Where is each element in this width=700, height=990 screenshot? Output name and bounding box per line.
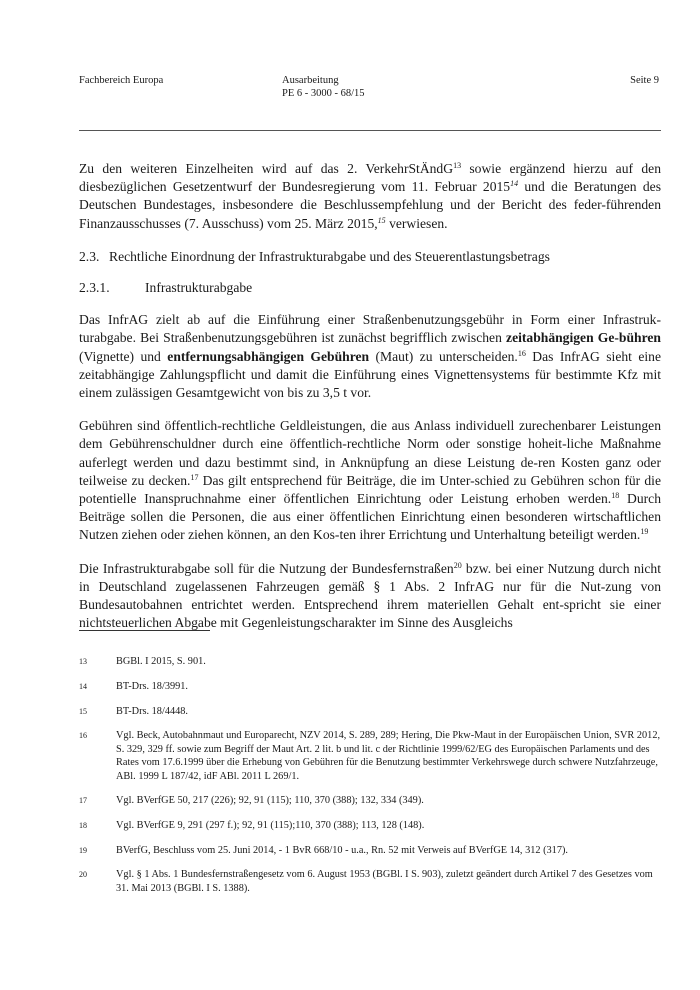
- footnote-17: [79, 794, 661, 808]
- header-doc-type: Ausarbeitung: [282, 75, 339, 86]
- footnote-number: 13: [79, 657, 87, 666]
- footnote-text: BVerfG, Beschluss vom 25. Juni 2014, - 1 BvR 668/10 - u.a., Rn. 52 mit Verweis auf BVerfGE 14, 312 (317).: [116, 845, 568, 856]
- text-run: Gebühren sind öffentlich-rechtliche Geldleistungen, die aus Anlass individuell zurechenbarer Leistungen dem Gebührenschuldner durch eine öffentlich-rechtliche Norm oder sonstige hoheit-liche Maßnahme auferlegt werden und dazu bestimmt sind, in Anknüpfung an diese Leistung de-ren Kosten ganz oder teilweise zu decken.: [79, 418, 661, 488]
- text-run: (Maut) zu unterscheiden.: [369, 348, 518, 364]
- section-number: 2.3.1.: [79, 280, 110, 296]
- text-run: und die Beratungen des Deutschen Bundestages, insbesondere die Beschlussempfehlung und der Bericht des feder-führenden Finanzausschusses (7. Ausschuss) vom 25. März 2015,: [79, 179, 661, 231]
- paragraph-intro: [79, 160, 661, 233]
- text-run: Die Infrastrukturabgabe soll für die Nutzung der Bundesfernstraßen: [79, 560, 454, 576]
- footnote-number: 18: [79, 821, 87, 830]
- footnote-number: 14: [79, 682, 87, 691]
- paragraph-gebuehren: [79, 417, 661, 544]
- main-content: [79, 160, 661, 632]
- footnote-16: [79, 729, 661, 783]
- bold-term: entfernungsabhängigen Gebühren: [167, 348, 370, 364]
- header-page-number: Seite 9: [630, 75, 659, 86]
- paragraph-infrastrukturabgabe: [79, 560, 661, 633]
- footnote-ref[interactable]: 13: [453, 161, 462, 170]
- footnote-text: Vgl. BVerfGE 50, 217 (226); 92, 91 (115); 110, 370 (388); 132, 334 (349).: [116, 795, 424, 806]
- text-run: (Vignette) und: [79, 348, 168, 364]
- footnote-ref[interactable]: 19: [640, 527, 649, 537]
- footnote-text: Vgl. BVerfGE 9, 291 (297 f.); 92, 91 (115);110, 370 (388); 113, 128 (148).: [116, 820, 425, 831]
- footnote-ref[interactable]: 14: [510, 179, 519, 189]
- bold-term: zeitabhängigen Ge-bühren: [506, 330, 661, 346]
- text-run: bzw. bei einer Nutzung durch nicht in Deutschland zugelassenen Fahrzeugen gemäß § 1 Abs. 2 InfrAG nur für die Nut-zung von Bundesautobahnen entrichtet werden. Entsprechend ihrem materiellen Gehalt ent-spricht sie einer nichtsteuerlichen Abgabe mit Gegenleistungscharakter im Sinne des Ausgleichs: [79, 560, 662, 631]
- header-doc-number: PE 6 - 3000 - 68/15: [282, 88, 365, 99]
- footnote-text: BT-Drs. 18/3991.: [116, 681, 188, 692]
- footnote-18: [79, 819, 661, 833]
- footnote-13: [79, 655, 661, 669]
- text-run: verwiesen.: [385, 215, 448, 231]
- footnote-text: Vgl. Beck, Autobahnmaut und Europarecht, NZV 2014, S. 289, 289; Hering, Die Pkw-Maut in der Europäischen Union, SVR 2012, S. 329, 329 ff. sowie zum Begriff der Maut Art. 2 lit. b und lit. c der Richtlinie 1999/62/EG des Europäischen Parlaments und des Rates vom 17.6.1999 über die Erhebung von Gebühren für die Benutzung bestimmter Verkehrswege durch schwere Nutzfahrzeuge, ABl. 1999 L 187/42, idF ABl. 2011 L 269/1.: [116, 730, 661, 782]
- section-heading-2-3: [79, 248, 661, 266]
- section-heading-2-3-1: [79, 279, 661, 297]
- footnote-20: [79, 868, 661, 895]
- footnote-text: BT-Drs. 18/4448.: [116, 706, 188, 717]
- header-divider: [79, 130, 661, 131]
- text-run: Das gilt entsprechend für Beiträge, die im Unter-schied zu Gebühren schon für die potentielle Inanspruchnahme einer öffentlichen Einrichtung oder Leistung erhoben werden.: [79, 472, 661, 507]
- footnote-ref[interactable]: 15: [377, 215, 386, 225]
- text-run: Durch Beiträge sollen die Personen, die aus einer öffentlichen Einrichtung einen besonderen wirtschaftlichen Nutzen ziehen oder ziehen können, an den Kos-ten ihrer Errichtung und Unterhaltung beteiligt werden.: [79, 491, 661, 543]
- text-run: sowie ergänzend hierzu auf den diesbezüglichen Gesetzentwurf der Bundesregierung vom 11. Februar 2015: [79, 161, 661, 195]
- footnote-text: BGBl. I 2015, S. 901.: [116, 656, 206, 667]
- section-title: Infrastrukturabgabe: [145, 280, 253, 296]
- text-run: Zu den weiteren Einzelheiten wird auf das 2. VerkehrStÄndG: [79, 161, 454, 176]
- header-document-info: [282, 74, 365, 100]
- footnote-number: 15: [79, 707, 87, 716]
- text-run: Das InfrAG sieht eine zeitabhängige Zahlungspflicht und damit die Einführung eines Vignettensystems für bestimmte Kfz mit einem zulässigen Gesamtgewicht von bis zu 3,5 t vor.: [79, 348, 661, 401]
- footnote-text: Vgl. § 1 Abs. 1 Bundesfernstraßengesetz vom 6. August 1953 (BGBl. I S. 903), zuletzt geändert durch Artikel 7 des Gesetzes vom 31. Mai 2013 (BGBl. I S. 1388).: [116, 869, 653, 894]
- paragraph-infrag: [79, 311, 661, 402]
- footnote-number: 16: [79, 731, 87, 740]
- footnote-14: [79, 680, 661, 694]
- section-number: 2.3.: [79, 248, 100, 264]
- footnote-19: [79, 844, 661, 858]
- footnote-ref[interactable]: 17: [190, 472, 199, 482]
- footnote-ref[interactable]: 16: [517, 348, 526, 358]
- footnote-15: [79, 705, 661, 719]
- footnote-ref[interactable]: 18: [611, 491, 620, 501]
- footnote-number: 20: [79, 870, 87, 879]
- footnote-number: 19: [79, 846, 87, 855]
- text-run: Das InfrAG zielt ab auf die Einführung einer Straßenbenutzungsgebühr in Form einer Infrastruk-turabgabe. Bei Straßenbenutzungsgebühren ist zunächst begrifflich zwischen: [79, 312, 661, 346]
- header-department: Fachbereich Europa: [79, 75, 164, 86]
- footnote-ref[interactable]: 20: [453, 560, 462, 570]
- section-title: Rechtliche Einordnung der Infrastrukturabgabe und des Steuerentlastungsbetrags: [109, 248, 550, 264]
- footnote-number: 17: [79, 796, 87, 805]
- footnote-divider: [79, 630, 210, 631]
